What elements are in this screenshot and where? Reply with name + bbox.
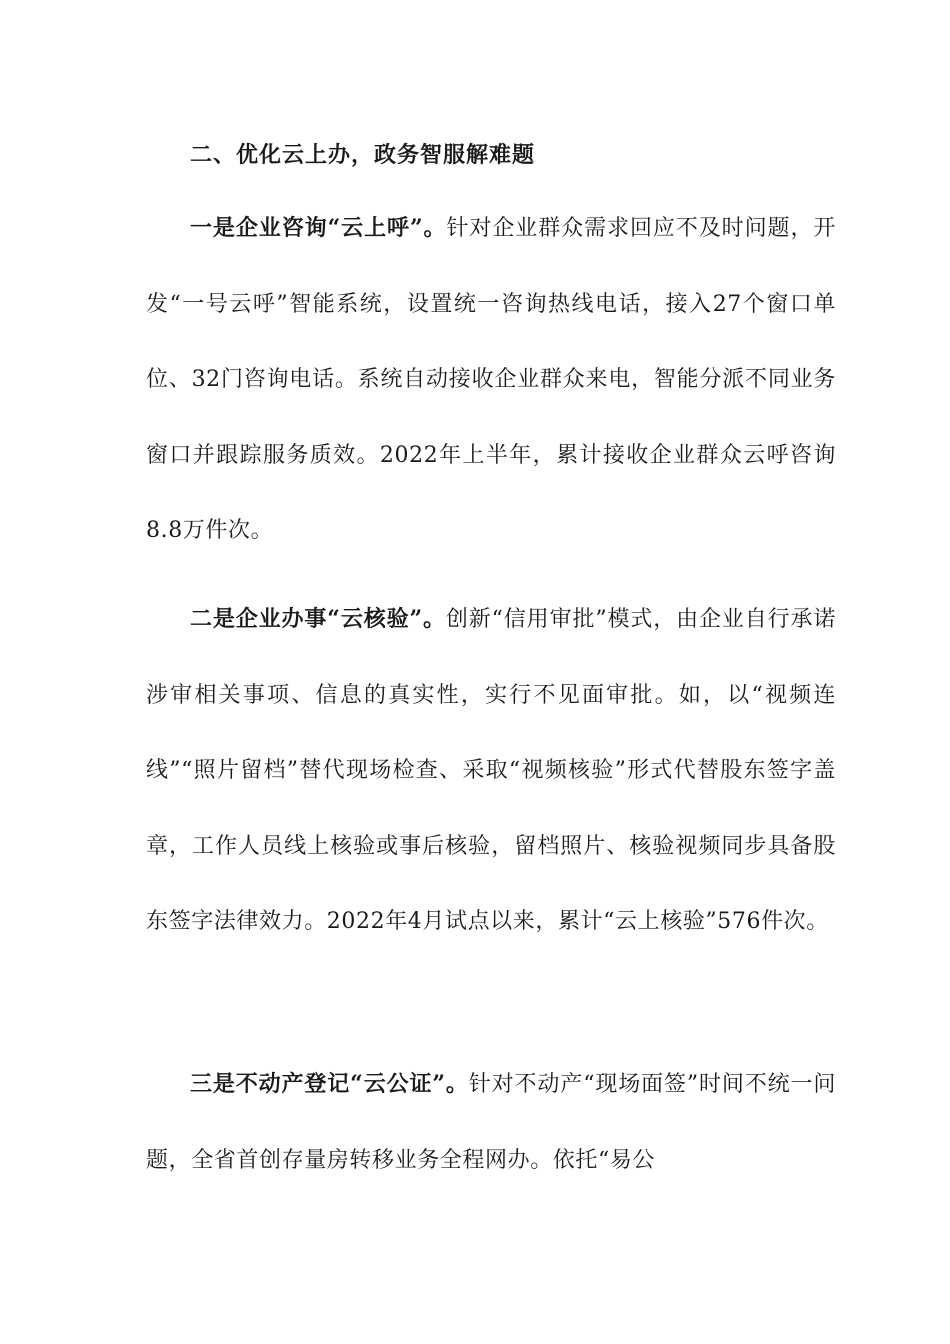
- paragraph-body: 针对不动产“现场面签”时间不统一问题，全省首创存量房转移业务全程网办。依托“易公: [146, 1072, 836, 1173]
- paragraph-cloud-notary: [146, 1047, 836, 1198]
- paragraph-lead: 一是企业咨询“云上呼”。: [190, 215, 447, 241]
- paragraph-body: 针对企业群众需求回应不及时问题，开发“一号云呼”智能系统，设置统一咨询热线电话，接入27个窗口单位、32门咨询电话。系统自动接收企业群众来电，智能分派不同业务窗口并跟踪服务质效。2022年上半年，累计接收企业群众云呼咨询8.8万件次。: [146, 216, 837, 543]
- paragraph-body: 创新“信用审批”模式，由企业自行承诺涉审相关事项、信息的真实性，实行不见面审批。如，以“视频连线”“照片留档”替代现场检查、采取“视频核验”形式代替股东签字盖章，工作人员线上核验或事后核验，留档照片、核验视频同步具备股东签字法律效力。2022年4月试点以来，累计“云上核验”576件次。: [146, 607, 837, 934]
- paragraph-cloud-call: [146, 191, 836, 569]
- paragraph-lead: 二是企业办事“云核验”。: [190, 606, 446, 632]
- paragraph-cloud-verify: [146, 582, 836, 960]
- paragraph-lead: 三是不动产登记“云公证”。: [190, 1071, 469, 1097]
- section-heading: 二、优化云上办，政务智服解难题: [190, 142, 536, 168]
